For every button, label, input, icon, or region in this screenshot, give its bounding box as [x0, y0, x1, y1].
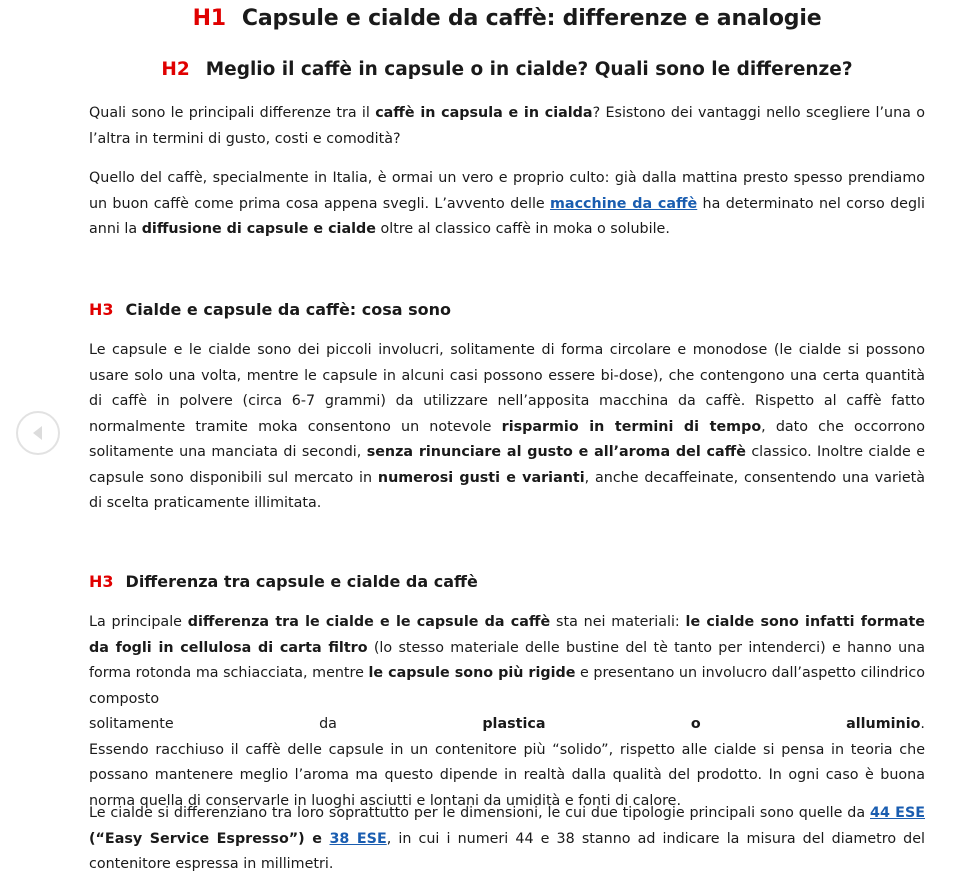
text-run: (lo stesso materiale delle bustine del tè tanto per intenderci) e hanno una forma rotonda ma schiacciata, mentre [89, 639, 925, 681]
subtitle-text: Meglio il caffè in capsule o in cialde? Quali sono le differenze? [205, 59, 853, 80]
text-run: e presentano un involucro dall’aspetto cilindrico composto [89, 665, 925, 707]
bold-run: (“Easy Service Espresso”) e [89, 830, 330, 847]
bold-run: risparmio in termini di tempo [501, 418, 762, 435]
bold-run: differenza tra le cialde e le capsule da caffè [187, 614, 551, 630]
text-run: da [319, 716, 337, 732]
bold-run: numerosi gusti e varianti [377, 469, 585, 486]
page-title-text: Capsule e cialde da caffè: differenze e analogie [241, 6, 822, 31]
text-run: Le capsule e le cialde sono dei piccoli involucri, solitamente di forma circolare e monodose (le cialde si possono usare solo una volta, mentre le capsule in alcuni casi possono essere bi-dose), che contengono una certa quantità di caffè in polvere (circa 6-7 grammi) da utilizzare nell’apposita macchina da caffè. Rispetto al caffè fatto normalmente tramite moka consentono un notevole [89, 342, 925, 435]
difference-text-continued: Essendo racchiuso il caffè delle capsule in un contenitore più “solido”, rispetto alle cialde si pensa in teoria che possano mantenere meglio l’aroma ma questo dipende in realtà dalla qualità del prodotto. In ogni caso è buona norma quella di conservarle in luoghi asciutti e lontani da umidità e fonti di calore. [89, 741, 925, 809]
text-run: Le cialde si differenziano tra loro soprattutto per le dimensioni, le cui due tipologie principali sono quelle da [89, 805, 870, 821]
bold-run: senza rinunciare al gusto e all’aroma del caffè [366, 444, 746, 460]
material-end [846, 712, 925, 738]
page-title [0, 6, 958, 31]
macchine-da-caffe-link[interactable]: macchine da caffè [550, 195, 698, 212]
heading-tag: H3 [89, 300, 114, 319]
justified-line [89, 712, 925, 738]
bold-run: o [690, 716, 701, 732]
intro-paragraph [89, 101, 925, 152]
text-run: sta nei materiali: [550, 614, 686, 630]
sizes-paragraph [89, 801, 925, 878]
bold-run: caffè in capsula e in cialda [375, 105, 593, 121]
back-button[interactable] [16, 411, 60, 455]
bold-run: plastica [482, 716, 546, 732]
heading-tag: H1 [192, 6, 226, 31]
section-heading-text: Cialde e capsule da caffè: cosa sono [125, 300, 452, 319]
text-run: , anche decaffeinate, consentendo una varietà di scelta praticamente illimitata. [89, 469, 925, 511]
section-heading-text: Differenza tra capsule e cialde da caffè [125, 572, 478, 591]
text-run: , dato che occorrono solitamente una manciata di secondi, [89, 418, 926, 460]
text-run: ha determinato nel corso degli anni la [89, 195, 926, 237]
context-paragraph [89, 166, 925, 243]
text-run: Quello del caffè, specialmente in Italia, è ormai un vero e proprio culto: già dalla mattina presto spesso prendiamo un buon caffè come prima cosa appena svegli. L’avvento delle [89, 170, 925, 212]
definition-paragraph [89, 338, 925, 517]
text-run: oltre al classico caffè in moka o solubile. [375, 221, 670, 237]
text-run: . [920, 716, 925, 732]
text-run: solitamente [89, 716, 174, 732]
bold-run: diffusione di capsule e cialde [141, 221, 376, 237]
text-run: Quali sono le principali differenze tra il [89, 105, 376, 121]
heading-tag: H2 [161, 59, 190, 80]
heading-tag: H3 [89, 572, 114, 591]
text-run: , in cui i numeri 44 e 38 stanno ad indicare la misura del diametro del contenitore espressa in millimetri. [89, 830, 926, 872]
38-ese-link[interactable]: 38 ESE [329, 830, 387, 847]
bold-run: alluminio [846, 716, 921, 732]
difference-text-block [89, 610, 925, 712]
bold-run: le capsule sono più rigide [368, 665, 576, 681]
text-run: La principale [89, 614, 188, 630]
section-heading-cosa-sono [89, 300, 451, 319]
44-ese-link[interactable]: 44 ESE [870, 805, 926, 821]
chevron-left-icon [30, 425, 46, 441]
text-run: ? Esistono dei vantaggi nello scegliere l’una o l’altra in termini di gusto, costi e comodità? [89, 105, 925, 147]
section-heading-differenza [89, 572, 478, 591]
subtitle-heading [0, 59, 958, 80]
difference-paragraph [89, 610, 925, 814]
text-run: classico. Inoltre cialde e capsule sono disponibili sul mercato in [89, 444, 925, 486]
bold-run: le cialde sono infatti formate da fogli in cellulosa di carta filtro [89, 614, 925, 656]
